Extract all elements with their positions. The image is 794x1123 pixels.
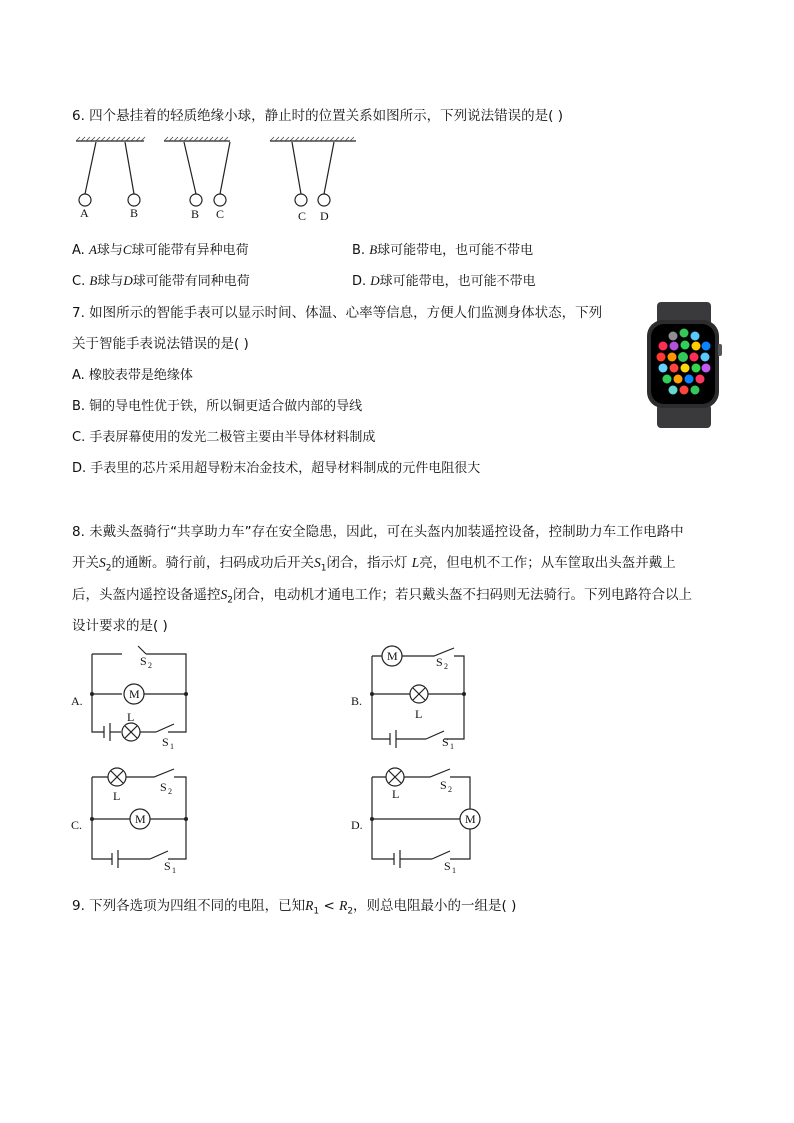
svg-text:M: M	[135, 812, 146, 826]
svg-text:2: 2	[148, 661, 152, 670]
svg-text:M: M	[129, 687, 140, 701]
circuit-b-label: B.	[351, 694, 363, 708]
q6-stem: 6. 四个悬挂着的轻质绝缘小球，静止时的位置关系如图所示，下列说法错误的是( )	[72, 108, 563, 124]
q7-option-d[interactable]: D. 手表里的芯片采用超导粉末冶金技术，超导材料制成的元件电阻很大	[72, 461, 481, 476]
q7-option-b[interactable]: B. 铜的导电性优于铁，所以铜更适合做内部的导线	[72, 399, 363, 414]
q8-stem-line3: 后，头盔内遥控设备遥控$S_2$闭合，电动机才通电工作；若只戴头盔不扫码则无法骑行。下列电路符合以上	[72, 587, 692, 606]
svg-text:2: 2	[448, 785, 452, 794]
ball-label-c2: C	[298, 209, 307, 223]
svg-text:S: S	[444, 859, 451, 873]
svg-text:M: M	[387, 649, 398, 663]
ball-label-c: C	[216, 207, 225, 221]
ball-label-d: D	[320, 209, 329, 223]
q6-option-a[interactable]: A. A球与C球可能带有异种电荷	[72, 242, 249, 258]
svg-text:L: L	[113, 789, 121, 803]
circuit-d[interactable]	[350, 765, 500, 877]
svg-text:L: L	[127, 710, 135, 724]
svg-text:S: S	[436, 655, 443, 669]
ball-label-b: B	[130, 206, 139, 220]
q8-stem-line4: 设计要求的是( )	[72, 618, 168, 634]
svg-text:2: 2	[168, 787, 172, 796]
q6-diagram	[70, 134, 370, 234]
svg-text:S: S	[162, 735, 169, 749]
q8-stem-line2: 开关$S_2$的通断。骑行前，扫码成功后开关$S_1$闭合，指示灯 L亮，但电机不工作；从车筐取出头盔并戴上	[72, 555, 676, 574]
svg-text:L: L	[415, 707, 423, 721]
svg-text:1: 1	[450, 742, 454, 751]
q7-stem-line1: 7. 如图所示的智能手表可以显示时间、体温、心率等信息，方便人们监测身体状态，下列	[72, 305, 603, 321]
circuit-a-label: A.	[71, 694, 83, 708]
q7-option-c[interactable]: C. 手表屏幕使用的发光二极管主要由半导体材料制成	[72, 430, 376, 445]
svg-text:1: 1	[452, 866, 456, 875]
svg-text:S: S	[164, 859, 171, 873]
svg-text:1: 1	[170, 742, 174, 751]
q9-stem: 9. 下列各选项为四组不同的电阻，已知$R_1 < R_2$，则总电阻最小的一组是( )	[72, 898, 517, 917]
circuit-d-label: D.	[351, 818, 363, 832]
q6-option-d[interactable]: D. D球可能带电，也可能不带电	[352, 273, 536, 289]
q6-option-c[interactable]: C. B球与D球可能带有同种电荷	[72, 273, 250, 289]
circuit-b[interactable]	[350, 645, 490, 755]
q8-stem-line1: 8. 未戴头盔骑行“共享助力车”存在安全隐患，因此，可在头盔内加装遥控设备，控制助力车工作电路中	[72, 524, 684, 540]
svg-text:S: S	[160, 780, 167, 794]
svg-text:S: S	[140, 654, 147, 668]
circuit-a[interactable]	[70, 645, 210, 755]
svg-text:1: 1	[172, 866, 176, 875]
svg-text:L: L	[392, 787, 400, 801]
q7-stem-line2: 关于智能手表说法错误的是( )	[72, 336, 249, 352]
svg-text:2: 2	[444, 662, 448, 671]
ball-label-a: A	[80, 206, 89, 220]
ball-label-b2: B	[191, 207, 200, 221]
q6-option-b[interactable]: B. B球可能带电，也可能不带电	[352, 242, 534, 258]
circuit-c[interactable]	[70, 765, 210, 877]
q7-option-a[interactable]: A. 橡胶表带是绝缘体	[72, 368, 193, 383]
circuit-c-label: C.	[71, 818, 83, 832]
svg-text:S: S	[442, 735, 449, 749]
smartwatch-icon	[643, 300, 725, 430]
svg-text:M: M	[465, 812, 476, 826]
svg-text:S: S	[440, 778, 447, 792]
